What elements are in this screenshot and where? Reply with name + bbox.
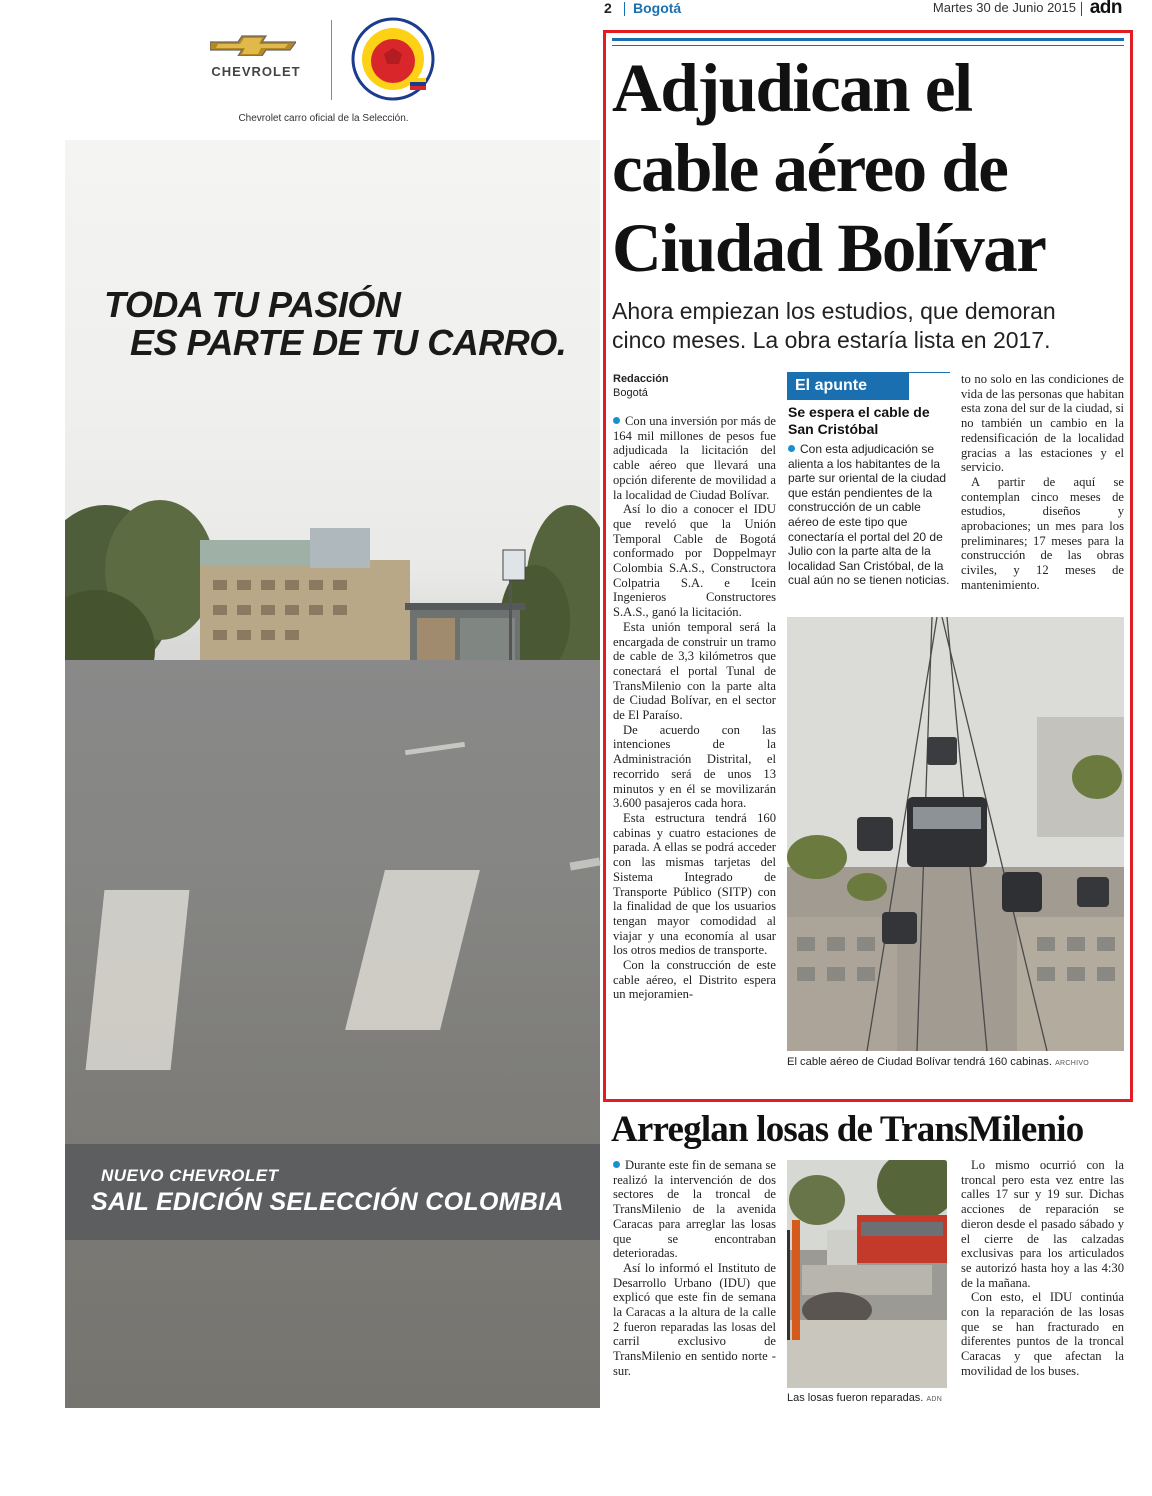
ad-slogan-line2: ES PARTE DE TU CARRO. <box>130 322 567 363</box>
article-paragraph: Durante este fin de semana se realizó la intervención de dos sectores de la troncal de TransMilenio de la avenida Caracas para arreglar las losas que se encontraban deterioradas. <box>613 1158 776 1261</box>
article-paragraph: A partir de aquí se contemplan cinco meses de estudios, diseños y aprobaciones; un mes para los preliminares; 17 meses para la construcción de las obras civiles, y 12 meses de mantenimiento. <box>961 474 1124 592</box>
ad-banner-line1: NUEVO CHEVROLET <box>101 1166 279 1185</box>
caption-text: Las losas fueron reparadas. <box>787 1392 924 1404</box>
apunte-text: Con esta adjudicación se alienta a los habitantes de la parte sur oriental de la ciudad que están pendientes de la construcción de un cable aéreo de este tipo que conectaría el portal del 20 de Julio con la parte alta de la localidad San Cristóbal, de la cual aún no se tienen noticias. <box>788 442 950 588</box>
apunte-title: Se espera el cable de San Cristóbal <box>788 404 930 437</box>
second-headline: Arreglan losas de TransMilenio <box>611 1109 1084 1150</box>
photo-credit: ADN <box>926 1396 943 1403</box>
apunte-rule <box>909 372 950 373</box>
article-paragraph: Con la construcción de este cable aéreo, el Distrito espera un mejoramien- <box>613 958 776 1002</box>
apunte-tag: El apunte <box>787 372 909 400</box>
crosswalk-stripe <box>570 857 601 870</box>
deck-line: cinco meses. La obra estaría lista en 2017. <box>612 327 1051 353</box>
ad-tagline: Chevrolet carro oficial de la Selección. <box>238 113 409 124</box>
header-divider <box>1081 2 1082 16</box>
page-header <box>604 0 1124 20</box>
second-article-column-3 <box>961 1158 1124 1379</box>
fcf-badge-logo <box>350 16 436 102</box>
article-paragraph: Lo mismo ocurrió con la troncal pero esta vez entre las calles 17 sur y 19 sur. Dichas acciones de reparación se dieron desde el pasado sábado y el cierre de las calzadas exclusivas para los articulados se autorizó hasta hoy a las 4:30 de la mañana. <box>961 1158 1124 1290</box>
headline-line: cable aéreo de <box>612 130 1008 206</box>
ad-banner-line2: SAIL EDICIÓN SELECCIÓN COLOMBIA <box>91 1188 564 1216</box>
bullet-dot-icon <box>613 417 620 424</box>
deck-line: Ahora empiezan los estudios, que demoran <box>612 298 1056 324</box>
cable-car-photo <box>787 617 1124 1051</box>
ad-slogan <box>104 286 566 362</box>
second-article-column-1 <box>613 1158 776 1379</box>
byline-city: Bogotá <box>613 387 648 399</box>
photo-caption <box>787 1056 1124 1068</box>
article-paragraph: De acuerdo con las intenciones de la Administración Distrital, el recorrido será de unos 13 minutos y en él se movilizarán 3.600 pasajeros cada hora. <box>613 722 776 811</box>
logo-divider <box>331 20 332 100</box>
headline-line: Ciudad Bolívar <box>612 210 1046 286</box>
caption-text: El cable aéreo de Ciudad Bolívar tendrá 160 cabinas. <box>787 1056 1052 1068</box>
article-deck <box>612 297 1127 355</box>
newspaper-logo: adn <box>1089 0 1122 18</box>
crosswalk-stripe <box>405 742 465 755</box>
header-divider <box>624 2 625 16</box>
page-number: 2 <box>604 0 612 16</box>
headline-line: Adjudican el <box>612 50 972 126</box>
article-paragraph: Con una inversión por más de 164 mil millones de pesos fue adjudicada la licitación del cable aéreo que llevará una opción diferente de movilidad a la localidad de Ciudad Bolívar. <box>613 414 776 502</box>
article-top-rule <box>612 38 1124 46</box>
chevrolet-bowtie-logo <box>210 34 296 56</box>
bullet-dot-icon <box>613 1161 620 1168</box>
issue-date: Martes 30 de Junio 2015 <box>932 0 1076 15</box>
ad-road-surface <box>65 660 600 1408</box>
photo-credit: ARCHIVO <box>1055 1060 1090 1067</box>
ad-logo-box <box>186 0 461 140</box>
article-paragraph: Esta unión temporal será la encargada de construir un tramo de cable de 3,3 kilómetros que conectará el portal Tunal de TransMilenio con la parte alta de Ciudad Bolívar, en el sector de El Paraíso. <box>613 619 776 723</box>
article-paragraph: to no solo en las condiciones de vida de las personas que habitan esta zona del sur de la ciudad, si no también un cambio en la redensificación de la localidad gracias a las estaciones y el servicio. <box>961 372 1124 475</box>
transmilenio-repair-photo <box>787 1160 947 1388</box>
article-paragraph: Con esto, el IDU continúa con la reparación de las losas que se han fracturado en diferentes puntos de la troncal Caracas y que afectan la movilidad de los buses. <box>961 1290 1124 1378</box>
bullet-dot-icon <box>788 445 795 452</box>
article-paragraph: Así lo informó el Instituto de Desarrollo Urbano (IDU) que explicó que este fin de semana la Caracas a la altura de la calle 2 fueron reparadas las losas del carril exclusivo de TransMilenio en sentido norte - sur. <box>613 1260 776 1378</box>
ad-slogan-line1: TODA TU PASIÓN <box>104 284 401 325</box>
chevrolet-wordmark: CHEVROLET <box>211 64 301 79</box>
article-column-1 <box>613 414 776 1002</box>
photo-caption <box>787 1392 952 1404</box>
article-column-3 <box>961 372 1124 593</box>
article-paragraph: Esta estructura tendrá 160 cabinas y cuatro estaciones de parada. A ellas se podrá acceder con las mismas tarjetas del Sistema Integrado de Transporte Público (SITP) con la finalidad de que los usuarios tengan mayor comodidad al viajar y una economía al usar los otros medios de transporte. <box>613 810 776 958</box>
main-headline <box>612 48 1132 288</box>
byline-author: Redacción <box>613 373 669 385</box>
ad-banner <box>65 1144 600 1240</box>
crosswalk-stripe <box>345 870 480 1030</box>
article-paragraph: Así lo dio a conocer el IDU que reveló que la Unión Temporal Cable de Bogotá conformado por Doppelmayr Colombia S.A.S., Constructora Colpatria S.A. e Icein Ingenieros Constructores S.A.S., ganó la licitación. <box>613 502 776 620</box>
section-name: Bogotá <box>633 0 682 16</box>
crosswalk-stripe <box>86 890 190 1070</box>
byline <box>613 372 669 400</box>
